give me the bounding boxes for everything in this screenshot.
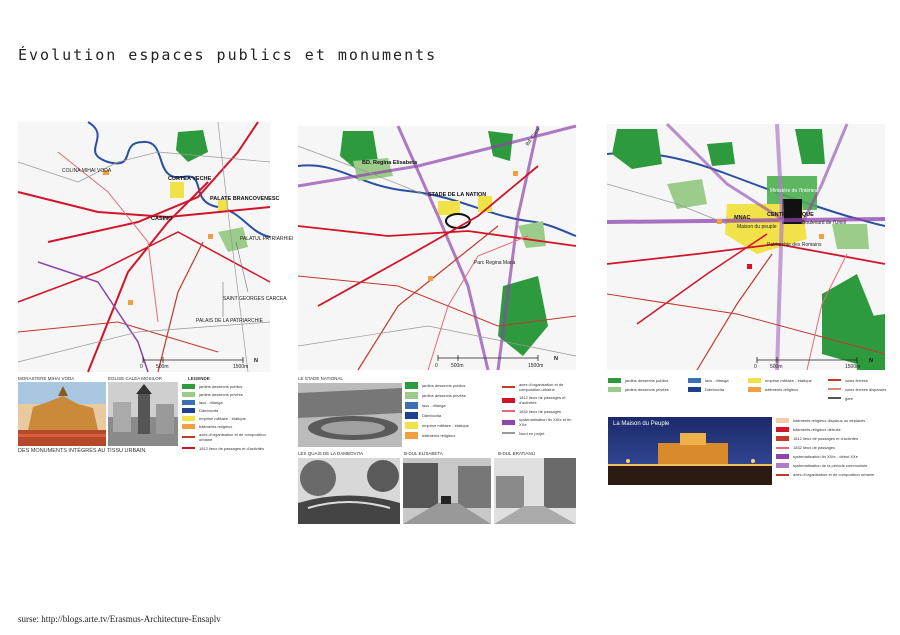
legend-swatch [182,384,195,389]
legend-swatch [776,454,789,459]
legend-swatch [828,397,841,399]
legend-swatch [776,427,789,432]
legend-row [405,410,500,420]
legend-row [608,376,688,384]
photo-caption: La Maison du Peuple [613,421,670,427]
map2-label-1: STADE DE LA NATION [428,192,487,198]
legend-label: systematisation fin XIXe - début XXe [793,454,858,459]
legend-row [776,470,886,479]
legend-swatch [748,387,761,392]
legend-row [748,376,828,384]
photo-caption: MONASTERE MIHAI VODA [18,376,75,381]
legend-swatch [405,422,418,429]
legend-swatch [828,388,841,390]
legend-row [182,390,270,398]
map-1-drawing [18,122,294,372]
scale-500: 500m [770,364,783,370]
photo-caption: B-DUL ELISABETA [404,451,443,456]
legend-label: bâtiments religieux [765,386,799,392]
legend-row [502,394,577,406]
legend-label: axes d'organisation et de composition urbaine [519,382,564,392]
map1-label-1: CURTEA VECHE [168,176,212,182]
scale-1500: 1500m [528,363,544,369]
legend-label: jardins desservis publics [625,377,669,383]
legend-label: voies ferrées disparues [845,386,887,392]
legend-row [502,416,577,428]
legend-swatch [608,387,621,392]
scale-0: 0 [140,364,143,370]
scale-0: 0 [435,363,438,369]
legend-swatch [776,418,789,423]
legend-swatch [182,392,195,397]
legend-swatch [688,387,701,392]
photo-caption: EGLISE CALEA MOSILOR [108,376,163,381]
legend-swatch [405,402,418,409]
legend-label: voies ferrées [845,377,868,383]
legend-row [405,400,500,410]
map1-label-6: PALAIS DE LA PATRIARCHIE [196,318,263,324]
map3-label-5: Ministère de l'Intérieur [770,188,820,194]
legend-swatch [688,378,701,383]
map2-legend-right [502,380,577,438]
map3-label-0: MNAC [734,215,751,221]
photo-bratianu [494,458,576,524]
map1-label-2: PALATE BRANCOVENESC [210,196,280,202]
legend-row [182,414,270,422]
legend-swatch [182,408,195,413]
legend-swatch [182,400,195,405]
legend-row [776,434,886,443]
photo-caption: LE STADE NATIONAL [298,376,343,381]
legend-row [688,385,748,393]
legend-label: Dâmbovita [705,386,725,392]
north-arrow: N [254,358,258,364]
map3-label-1: Maison du peuple [737,224,777,230]
scale-0: 0 [754,364,757,370]
scale-1500: 1500m [845,364,861,370]
photo-maison-du-peuple [608,417,772,485]
map1-label-4: PALATUL PATRIARHIEI [240,236,294,242]
legend-swatch [502,386,515,388]
legend-label: 1812 lieux de passages et d'activités [519,395,566,405]
legend-row [182,398,270,406]
map2-label-3: Bd. Carol [524,126,542,148]
legend-swatch [502,398,515,403]
legend-label: lacs - rillanga [705,377,729,383]
legend-swatch [405,382,418,389]
legend-swatch [828,379,841,381]
legend-swatch [502,410,515,412]
legend-label: jardins desservis privées [422,392,466,398]
legend-row [182,382,270,390]
legend-row [776,461,886,470]
map1-label-0: COLINA MIHAI VODA [62,168,112,174]
photo-monastery [18,382,106,446]
legend-label: bâtiments religieux [199,423,233,429]
legend-label: 1832 lieux de passages [793,445,836,450]
legend-swatch [776,463,789,468]
legend-label: bâtiments religieux disparus ou déplacés [793,418,866,423]
map3-label-4: Patriarchie des Romains [767,242,822,248]
map-panel-3[interactable] [607,124,885,370]
legend-row [828,394,888,402]
legend-row [688,376,748,384]
north-arrow: N [869,358,873,364]
legend-swatch [405,412,418,419]
map3-legend-bottom [776,416,886,479]
legend-row [748,385,828,393]
map3-legend [608,376,888,402]
photo-quays [298,458,400,524]
map-panel-1[interactable] [18,122,294,372]
scale-500: 500m [451,363,464,369]
legend-row [828,376,888,384]
legend-label: axes d'organisation et de composition urbaine [199,432,266,442]
map1-label-3: CASINO [151,216,173,222]
scale-1500: 1500m [233,364,249,370]
legend-label: emprise militaire - étatique [765,377,812,383]
legend-row [776,425,886,434]
map-panel-2[interactable] [298,126,576,370]
legend-title: LEGENDE [188,376,210,381]
legend-row [776,443,886,452]
legend-label: Dâmbovita [422,412,442,418]
page-title: Évolution espaces publics et monuments [18,46,438,64]
legend-swatch [748,378,761,383]
legend-swatch [405,392,418,399]
legend-swatch [776,474,789,476]
legend-row [608,385,688,393]
map2-label-0: BD. Regina Elisabeta [362,160,418,166]
legend-label: jardins desservis publics [199,383,243,389]
legend-swatch [405,432,418,439]
map3-label-2: CENTRE CIVIQUE [767,212,814,218]
map1-label-5: SAINT GEORGES CARCEA [223,296,287,302]
north-arrow: N [554,356,558,362]
photo-church [108,382,178,446]
legend-row [502,428,577,438]
legend-swatch [182,447,195,449]
legend-label: lacs - rillanga [199,399,223,405]
legend-label: bâtiments religieux [422,432,456,438]
legend-row [182,422,270,430]
legend-label: 1832 lieux de passages [519,408,562,414]
map1-footer: DES MONUMENTS INTÉGRÉS AU TISSU URBAIN [18,448,146,454]
legend-label: emprise militaire - étatique [422,422,469,428]
source-credit: surse: http://blogs.arte.tv/Erasmus-Architecture-Ensaplv [18,614,221,624]
legend-swatch [182,436,195,438]
legend-row [502,406,577,416]
legend-swatch [776,436,789,441]
photo-caption: LES QUAIS DE LA DAMBOVITA [298,451,364,456]
map2-legend [405,380,500,440]
legend-row [405,430,500,440]
legend-swatch [502,420,515,425]
legend-label: axes d'organisation et de composition urbaine [793,472,875,477]
legend-label: systematisation fin XIXe et fin XXe [519,417,572,427]
legend-label: jardins desservis privées [625,386,669,392]
map2-label-2: Parc Regina Maria [474,260,516,266]
legend-swatch [502,432,515,434]
legend-swatch [182,424,195,429]
legend-label: Nord en projet [519,430,545,436]
legend-label: systematisation de la période communiste [793,463,868,468]
legend-row [828,385,888,393]
map3-label-3: Boulevard de l'Unirii [802,220,847,226]
legend-row [405,420,500,430]
legend-swatch [776,447,789,449]
map-2-drawing [298,126,576,370]
legend-row [182,430,270,444]
legend-label: jardins desservis privées [199,391,243,397]
photo-caption: B-DUL BRATIANU [498,451,536,456]
legend-row [405,390,500,400]
legend-label: 1812 lieux de passages et d'activités [793,436,859,441]
legend-label: Dâmbovita [199,407,219,413]
legend-row [502,380,577,394]
legend-row [182,406,270,414]
legend-swatch [182,416,195,421]
legend-label: lacs - rillanga [422,402,446,408]
legend-label: emprise militaire - étatique [199,415,246,421]
legend-row [776,416,886,425]
legend-label: jardins desservis publics [422,382,466,388]
legend-label: bâtiments religieux détruits [793,427,841,432]
scale-500: 500m [156,364,169,370]
legend-row [405,380,500,390]
legend-row [776,452,886,461]
legend-swatch [608,378,621,383]
legend-label: gare [845,395,854,401]
photo-elisabeta [403,458,491,524]
map-3-drawing [607,124,885,370]
map1-legend [182,382,270,452]
legend-row [182,444,270,452]
legend-label: 1812 lieux de passages et d'activités [199,445,265,451]
photo-stadium [298,383,402,447]
